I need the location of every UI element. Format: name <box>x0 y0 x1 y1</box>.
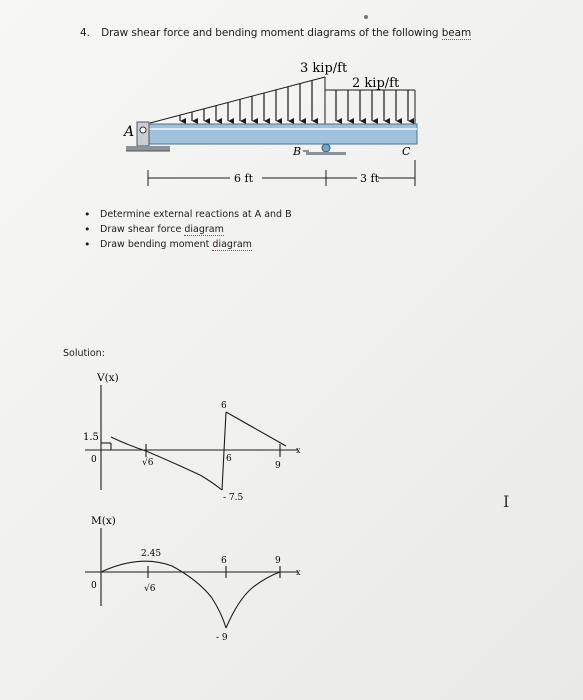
task-item: • Draw bending moment diagram <box>84 237 292 252</box>
shear-diagram <box>85 385 298 490</box>
moment-end-label: 9 <box>275 556 281 566</box>
shear-peak-label: 6 <box>221 401 227 411</box>
task-item: • Draw shear force diagram <box>84 222 292 237</box>
moment-diagram <box>85 528 298 628</box>
moment-curve-left <box>101 561 226 628</box>
roller-support-b <box>306 144 346 155</box>
shear-jump-x-label: 6 <box>226 454 232 464</box>
question-last-word: beam <box>441 27 472 39</box>
point-b-label: B <box>293 145 302 158</box>
shear-jump <box>222 412 226 490</box>
moment-x-label: x <box>296 568 301 577</box>
question-body: Draw shear force and bending moment diagrams of the following <box>101 27 439 39</box>
moment-curve-right <box>226 572 280 628</box>
shear-axis-label: V(x) <box>97 372 119 384</box>
task-link: diagram <box>184 224 224 235</box>
question-number: 4. <box>80 27 90 39</box>
moment-axis-label: M(x) <box>91 515 116 527</box>
moment-zero-crossing-label: √6 <box>144 584 156 594</box>
shear-end-label: 9 <box>275 461 281 471</box>
load-right-label: 2 kip/ft <box>352 76 400 91</box>
shear-min-label: - 7.5 <box>223 493 244 503</box>
dim-right-label: 3 ft <box>360 172 379 185</box>
shear-zero-crossing-label: √6 <box>142 458 154 468</box>
shear-curve-right <box>226 412 286 446</box>
load-left-label: 3 kip/ft <box>300 61 348 76</box>
task-list <box>84 207 292 252</box>
text-cursor-icon: I <box>503 492 510 511</box>
point-c-label: C <box>402 145 411 158</box>
moment-origin-label: 0 <box>91 581 97 591</box>
task-link: diagram <box>212 239 252 250</box>
moment-min-label: - 9 <box>216 633 228 643</box>
dim-left-label: 6 ft <box>234 172 253 185</box>
moment-mid-label: 6 <box>221 556 227 566</box>
point-a-label: A <box>124 124 135 140</box>
beam <box>146 124 417 144</box>
solution-label: Solution: <box>63 348 105 359</box>
shear-start-value: 1.5 <box>83 432 99 443</box>
moment-max-label: 2.45 <box>141 549 162 559</box>
shear-origin-label: 0 <box>91 455 97 465</box>
task-item: • Determine external reactions at A and B <box>84 207 292 222</box>
shear-x-label: x <box>296 446 301 455</box>
shear-curve-left <box>111 437 222 490</box>
